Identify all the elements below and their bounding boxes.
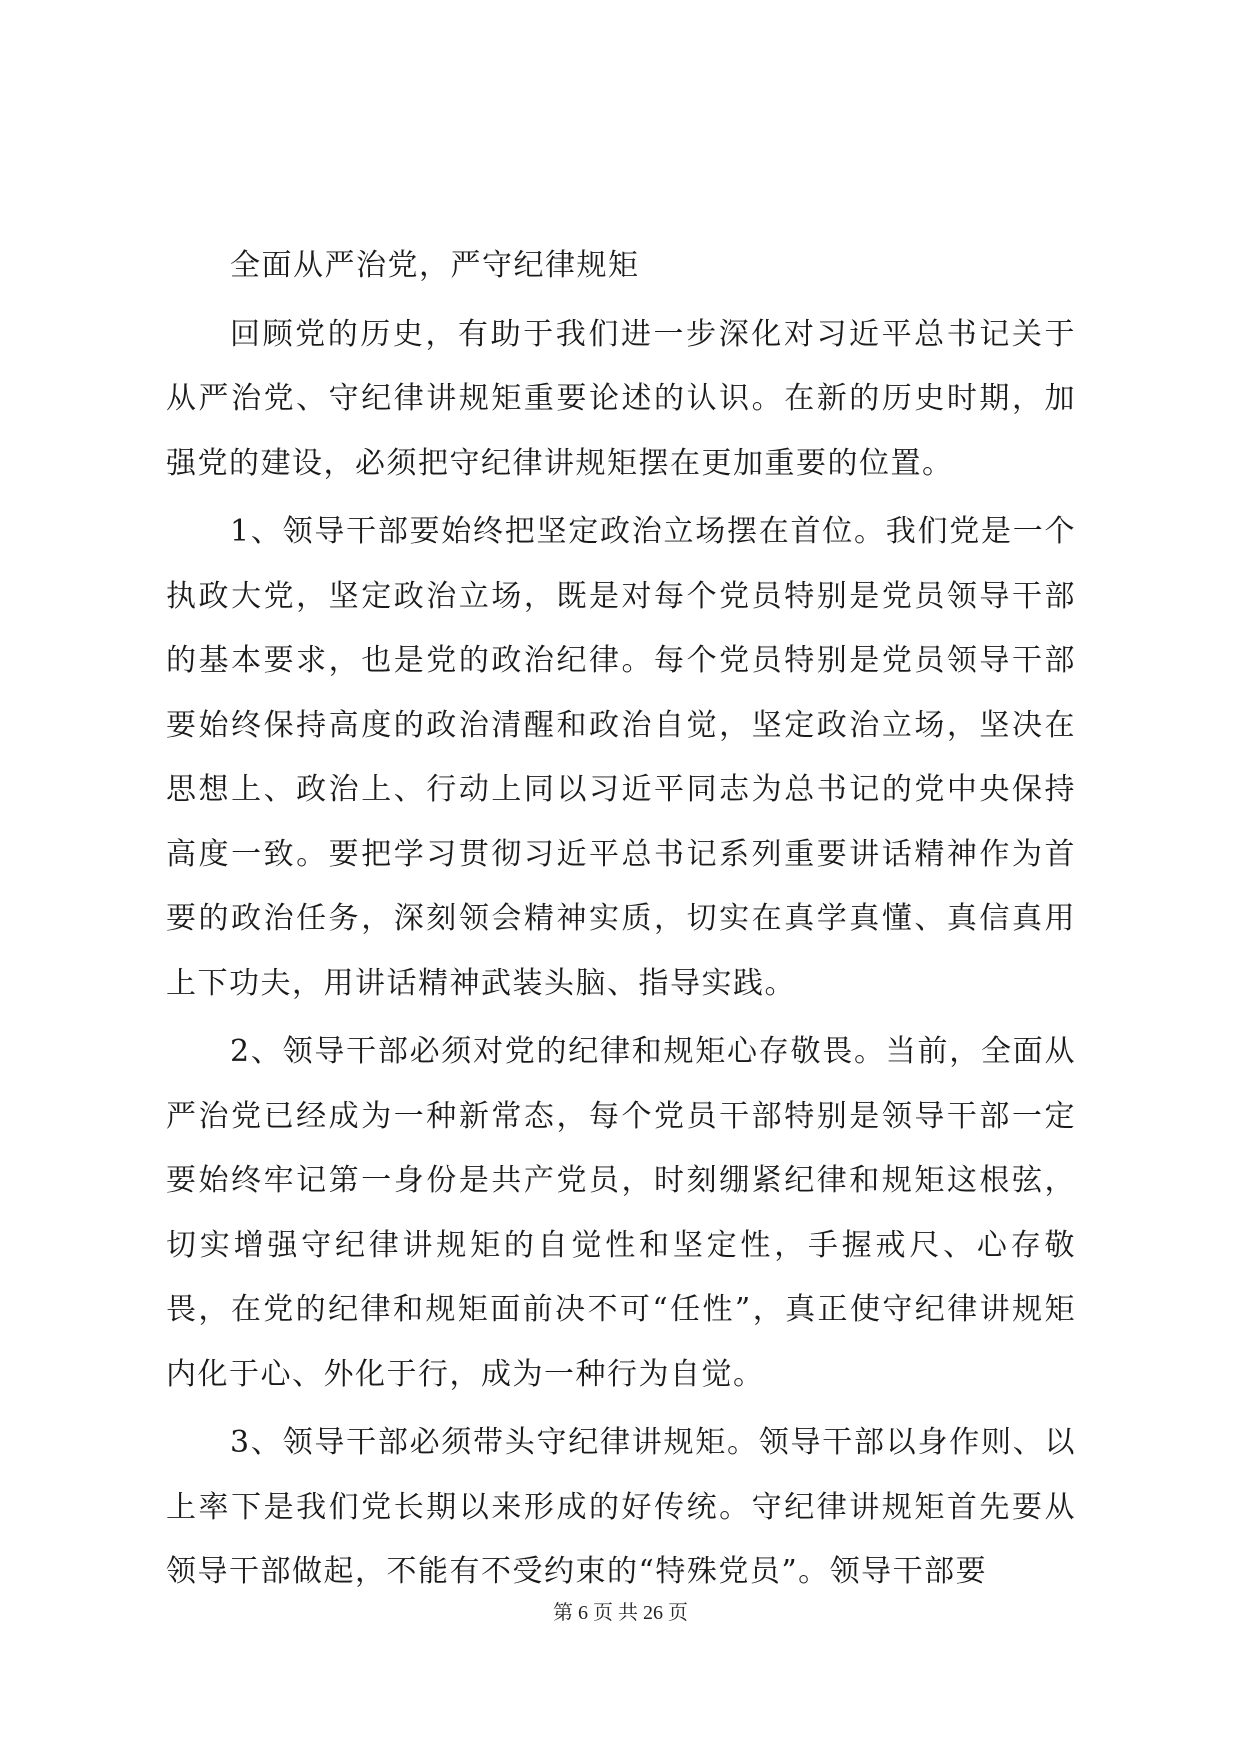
paragraph-point-2: 2、领导干部必须对党的纪律和规矩心存敬畏。当前，全面从严治党已经成为一种新常态，每个党员干部特别是领导干部一定要始终牢记第一身份是共产党员，时刻绷紧纪律和规矩这根弦，切实增强守纪律讲规矩的自觉性和坚定性，手握戒尺、心存敬畏，在党的纪律和规矩面前决不可“任性”，真正使守纪律讲规矩内化于心、外化于行，成为一种行为自觉。 — [166, 1034, 1076, 1392]
document-title: 全面从严治党，严守纪律规矩 — [230, 248, 640, 283]
document-body — [166, 234, 1076, 1609]
page-footer: 第 6 页 共 26 页 — [553, 1602, 688, 1624]
paragraph-point-3: 3、领导干部必须带头守纪律讲规矩。领导干部以身作则、以上率下是我们党长期以来形成的好传统。守纪律讲规矩首先要从领导干部做起，不能有不受约束的“特殊党员”。领导干部要 — [166, 1425, 1076, 1589]
paragraph-intro: 回顾党的历史，有助于我们进一步深化对习近平总书记关于从严治党、守纪律讲规矩重要论述的认识。在新的历史时期，加强党的建设，必须把守纪律讲规矩摆在更加重要的位置。 — [166, 316, 1076, 481]
paragraph-point-1: 1、领导干部要始终把坚定政治立场摆在首位。我们党是一个执政大党，坚定政治立场，既是对每个党员特别是党员领导干部的基本要求，也是党的政治纪律。每个党员特别是党员领导干部要始终保持高度的政治清醒和政治自觉，坚定政治立场，坚决在思想上、政治上、行动上同以习近平同志为总书记的党中央保持高度一致。要把学习贯彻习近平总书记系列重要讲话精神作为首要的政治任务，深刻领会精神实质，切实在真学真懂、真信真用上下功夫，用讲话精神武装头脑、指导实践。 — [166, 514, 1076, 1001]
